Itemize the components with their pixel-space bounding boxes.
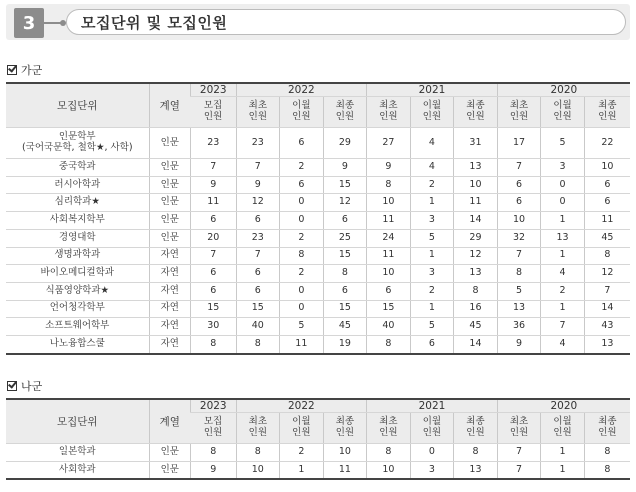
col-header-sub: 이월 인원	[280, 97, 324, 128]
cell-value: 13	[541, 229, 585, 247]
cell-value: 0	[541, 194, 585, 212]
cell-value: 2	[280, 229, 324, 247]
cell-value: 43	[584, 318, 630, 336]
cell-value: 6	[497, 194, 541, 212]
cell-unit: 바이오메디컬학과	[6, 265, 149, 283]
cell-value: 13	[584, 335, 630, 353]
col-header-sub: 최초 인원	[497, 97, 541, 128]
cell-value: 14	[454, 212, 498, 230]
cell-value: 12	[236, 194, 280, 212]
cell-value: 11	[190, 194, 236, 212]
col-header-sub: 최종 인원	[323, 97, 367, 128]
cell-value: 1	[410, 247, 454, 265]
col-header-sub: 최종 인원	[323, 413, 367, 444]
table-row	[6, 265, 630, 283]
cell-value: 4	[410, 128, 454, 159]
cell-category: 인문	[149, 461, 190, 479]
cell-value: 19	[323, 335, 367, 353]
col-header-sub: 이월 인원	[541, 413, 585, 444]
col-header-sub: 최종 인원	[584, 97, 630, 128]
cell-value: 1	[410, 300, 454, 318]
header-row-years	[6, 83, 630, 97]
cell-value: 6	[236, 212, 280, 230]
cell-value: 11	[280, 335, 324, 353]
cell-value: 6	[323, 212, 367, 230]
cell-value: 8	[584, 461, 630, 479]
cell-value: 11	[584, 212, 630, 230]
cell-value: 1	[541, 444, 585, 462]
cell-value: 9	[497, 335, 541, 353]
cell-unit: 사회학과	[6, 461, 149, 479]
cell-value: 1	[541, 247, 585, 265]
col-header-sub: 최초 인원	[367, 413, 411, 444]
cell-value: 2	[280, 444, 324, 462]
cell-value: 14	[454, 335, 498, 353]
cell-unit: 생명과학과	[6, 247, 149, 265]
table-row	[6, 176, 630, 194]
cell-value: 8	[190, 444, 236, 462]
cell-value: 13	[454, 265, 498, 283]
col-header-sub: 최초 인원	[367, 97, 411, 128]
cell-value: 7	[497, 247, 541, 265]
cell-value: 7	[497, 461, 541, 479]
cell-value: 10	[367, 194, 411, 212]
cell-value: 3	[410, 265, 454, 283]
cell-value: 6	[323, 282, 367, 300]
cell-value: 8	[454, 282, 498, 300]
cell-category: 인문	[149, 444, 190, 462]
cell-category: 자연	[149, 318, 190, 336]
cell-value: 15	[367, 300, 411, 318]
cell-value: 15	[323, 247, 367, 265]
table-row	[6, 335, 630, 353]
cell-value: 5	[541, 128, 585, 159]
cell-value: 36	[497, 318, 541, 336]
cell-value: 11	[323, 461, 367, 479]
cell-value: 1	[541, 212, 585, 230]
col-header-sub: 이월 인원	[410, 97, 454, 128]
cell-value: 45	[323, 318, 367, 336]
cell-value: 6	[367, 282, 411, 300]
section-title: 모집단위 및 모집인원	[66, 9, 626, 35]
cell-value: 11	[367, 212, 411, 230]
cell-value: 0	[280, 282, 324, 300]
col-header-year: 2022	[236, 399, 367, 413]
table-row	[6, 128, 630, 159]
col-header-sub: 이월 인원	[280, 413, 324, 444]
cell-value: 0	[541, 176, 585, 194]
group-ga-label-text: 가군	[21, 64, 43, 77]
cell-value: 2	[410, 282, 454, 300]
col-header-unit: 모집단위	[6, 83, 149, 128]
cell-value: 16	[454, 300, 498, 318]
col-header-sub: 최초 인원	[236, 97, 280, 128]
table-row	[6, 444, 630, 462]
cell-value: 15	[236, 300, 280, 318]
col-header-year: 2022	[236, 83, 367, 97]
cell-category: 인문	[149, 194, 190, 212]
cell-value: 6	[497, 176, 541, 194]
group-na-table	[6, 398, 630, 480]
cell-value: 9	[323, 159, 367, 177]
col-header-sub: 최종 인원	[584, 413, 630, 444]
cell-category: 자연	[149, 247, 190, 265]
cell-value: 4	[541, 265, 585, 283]
cell-value: 32	[497, 229, 541, 247]
cell-value: 10	[454, 176, 498, 194]
col-header-category: 계열	[149, 399, 190, 444]
cell-category: 인문	[149, 176, 190, 194]
cell-value: 40	[236, 318, 280, 336]
cell-unit: 심리학과★	[6, 194, 149, 212]
cell-category: 인문	[149, 212, 190, 230]
cell-category: 인문	[149, 159, 190, 177]
cell-value: 40	[367, 318, 411, 336]
table-row	[6, 212, 630, 230]
cell-value: 10	[323, 444, 367, 462]
cell-value: 0	[280, 212, 324, 230]
cell-value: 45	[454, 318, 498, 336]
cell-unit: 중국학과	[6, 159, 149, 177]
cell-value: 5	[280, 318, 324, 336]
cell-value: 10	[236, 461, 280, 479]
cell-unit: 경영대학	[6, 229, 149, 247]
cell-value: 7	[190, 247, 236, 265]
col-header-unit: 모집단위	[6, 399, 149, 444]
cell-value: 1	[280, 461, 324, 479]
cell-value: 17	[497, 128, 541, 159]
col-header-year: 2020	[497, 83, 630, 97]
cell-value: 2	[280, 265, 324, 283]
checkbox-icon	[7, 65, 17, 75]
cell-value: 20	[190, 229, 236, 247]
cell-value: 23	[236, 229, 280, 247]
cell-value: 9	[367, 159, 411, 177]
cell-value: 7	[236, 247, 280, 265]
col-header-year: 2021	[367, 83, 498, 97]
cell-value: 13	[454, 461, 498, 479]
cell-value: 12	[454, 247, 498, 265]
cell-value: 8	[497, 265, 541, 283]
cell-value: 23	[236, 128, 280, 159]
cell-value: 29	[323, 128, 367, 159]
cell-value: 6	[190, 265, 236, 283]
cell-value: 6	[190, 282, 236, 300]
cell-value: 8	[323, 265, 367, 283]
cell-value: 15	[190, 300, 236, 318]
table-row	[6, 282, 630, 300]
cell-value: 1	[541, 461, 585, 479]
cell-unit: 일본학과	[6, 444, 149, 462]
cell-unit: 식품영양학과★	[6, 282, 149, 300]
group-ga-label	[7, 62, 42, 78]
cell-value: 5	[410, 229, 454, 247]
group-ga-table	[6, 82, 630, 355]
cell-value: 6	[280, 176, 324, 194]
cell-value: 27	[367, 128, 411, 159]
cell-value: 3	[541, 159, 585, 177]
cell-value: 2	[280, 159, 324, 177]
cell-value: 13	[454, 159, 498, 177]
table-row	[6, 247, 630, 265]
cell-unit: 러시아학과	[6, 176, 149, 194]
table-row	[6, 159, 630, 177]
cell-value: 10	[584, 159, 630, 177]
col-header-sub: 모집 인원	[190, 413, 236, 444]
cell-category: 자연	[149, 335, 190, 353]
cell-value: 2	[541, 282, 585, 300]
cell-value: 6	[190, 212, 236, 230]
cell-value: 6	[236, 265, 280, 283]
cell-unit: 소프트웨어학부	[6, 318, 149, 336]
cell-value: 12	[584, 265, 630, 283]
cell-value: 14	[584, 300, 630, 318]
col-header-sub: 최종 인원	[454, 97, 498, 128]
cell-value: 8	[454, 444, 498, 462]
cell-unit: 언어청각학부	[6, 300, 149, 318]
cell-value: 24	[367, 229, 411, 247]
cell-value: 9	[190, 176, 236, 194]
col-header-year: 2021	[367, 399, 498, 413]
cell-value: 9	[236, 176, 280, 194]
cell-value: 1	[541, 300, 585, 318]
checkbox-icon	[7, 381, 17, 391]
col-header-year: 2020	[497, 399, 630, 413]
cell-value: 7	[190, 159, 236, 177]
cell-value: 45	[584, 229, 630, 247]
cell-value: 5	[497, 282, 541, 300]
section-number-badge: 3	[14, 8, 44, 38]
cell-value: 5	[410, 318, 454, 336]
cell-value: 7	[236, 159, 280, 177]
group-na-label-text: 나군	[21, 380, 43, 393]
cell-value: 8	[190, 335, 236, 353]
cell-value: 8	[367, 335, 411, 353]
cell-value: 8	[584, 444, 630, 462]
cell-value: 7	[584, 282, 630, 300]
cell-value: 8	[236, 444, 280, 462]
cell-value: 3	[410, 461, 454, 479]
cell-value: 29	[454, 229, 498, 247]
cell-unit: 나노융합스쿨	[6, 335, 149, 353]
cell-value: 15	[323, 300, 367, 318]
cell-value: 6	[584, 176, 630, 194]
cell-unit: 사회복지학부	[6, 212, 149, 230]
cell-value: 4	[410, 159, 454, 177]
cell-value: 4	[541, 335, 585, 353]
table-row	[6, 318, 630, 336]
cell-value: 31	[454, 128, 498, 159]
cell-value: 25	[323, 229, 367, 247]
col-header-category: 계열	[149, 83, 190, 128]
col-header-sub: 이월 인원	[541, 97, 585, 128]
cell-value: 30	[190, 318, 236, 336]
cell-value: 0	[280, 300, 324, 318]
col-header-year: 2023	[190, 399, 236, 413]
cell-value: 0	[280, 194, 324, 212]
cell-value: 8	[367, 444, 411, 462]
cell-value: 6	[584, 194, 630, 212]
cell-value: 7	[497, 444, 541, 462]
cell-value: 13	[497, 300, 541, 318]
table-row	[6, 300, 630, 318]
cell-category: 인문	[149, 128, 190, 159]
cell-value: 3	[410, 212, 454, 230]
col-header-year: 2023	[190, 83, 236, 97]
col-header-sub: 최종 인원	[454, 413, 498, 444]
cell-value: 6	[280, 128, 324, 159]
cell-value: 23	[190, 128, 236, 159]
cell-unit: 인문학부 (국어국문학, 철학★, 사학)	[6, 128, 149, 159]
table-row	[6, 194, 630, 212]
cell-value: 1	[410, 194, 454, 212]
cell-value: 10	[497, 212, 541, 230]
cell-value: 11	[367, 247, 411, 265]
cell-value: 8	[584, 247, 630, 265]
table-row	[6, 229, 630, 247]
cell-value: 9	[190, 461, 236, 479]
col-header-sub: 최초 인원	[497, 413, 541, 444]
cell-value: 8	[367, 176, 411, 194]
cell-value: 10	[367, 461, 411, 479]
cell-value: 22	[584, 128, 630, 159]
cell-value: 6	[236, 282, 280, 300]
cell-value: 2	[410, 176, 454, 194]
section-header	[6, 4, 630, 40]
col-header-sub: 이월 인원	[410, 413, 454, 444]
cell-value: 6	[410, 335, 454, 353]
cell-category: 자연	[149, 300, 190, 318]
col-header-sub: 최초 인원	[236, 413, 280, 444]
cell-value: 0	[410, 444, 454, 462]
cell-value: 11	[454, 194, 498, 212]
group-na-label	[7, 378, 42, 394]
col-header-sub: 모집 인원	[190, 97, 236, 128]
cell-value: 7	[497, 159, 541, 177]
table-row	[6, 461, 630, 479]
cell-category: 인문	[149, 229, 190, 247]
cell-value: 8	[280, 247, 324, 265]
cell-value: 8	[236, 335, 280, 353]
cell-value: 12	[323, 194, 367, 212]
header-row-years	[6, 399, 630, 413]
cell-category: 자연	[149, 282, 190, 300]
cell-value: 15	[323, 176, 367, 194]
cell-value: 10	[367, 265, 411, 283]
cell-category: 자연	[149, 265, 190, 283]
cell-value: 7	[541, 318, 585, 336]
